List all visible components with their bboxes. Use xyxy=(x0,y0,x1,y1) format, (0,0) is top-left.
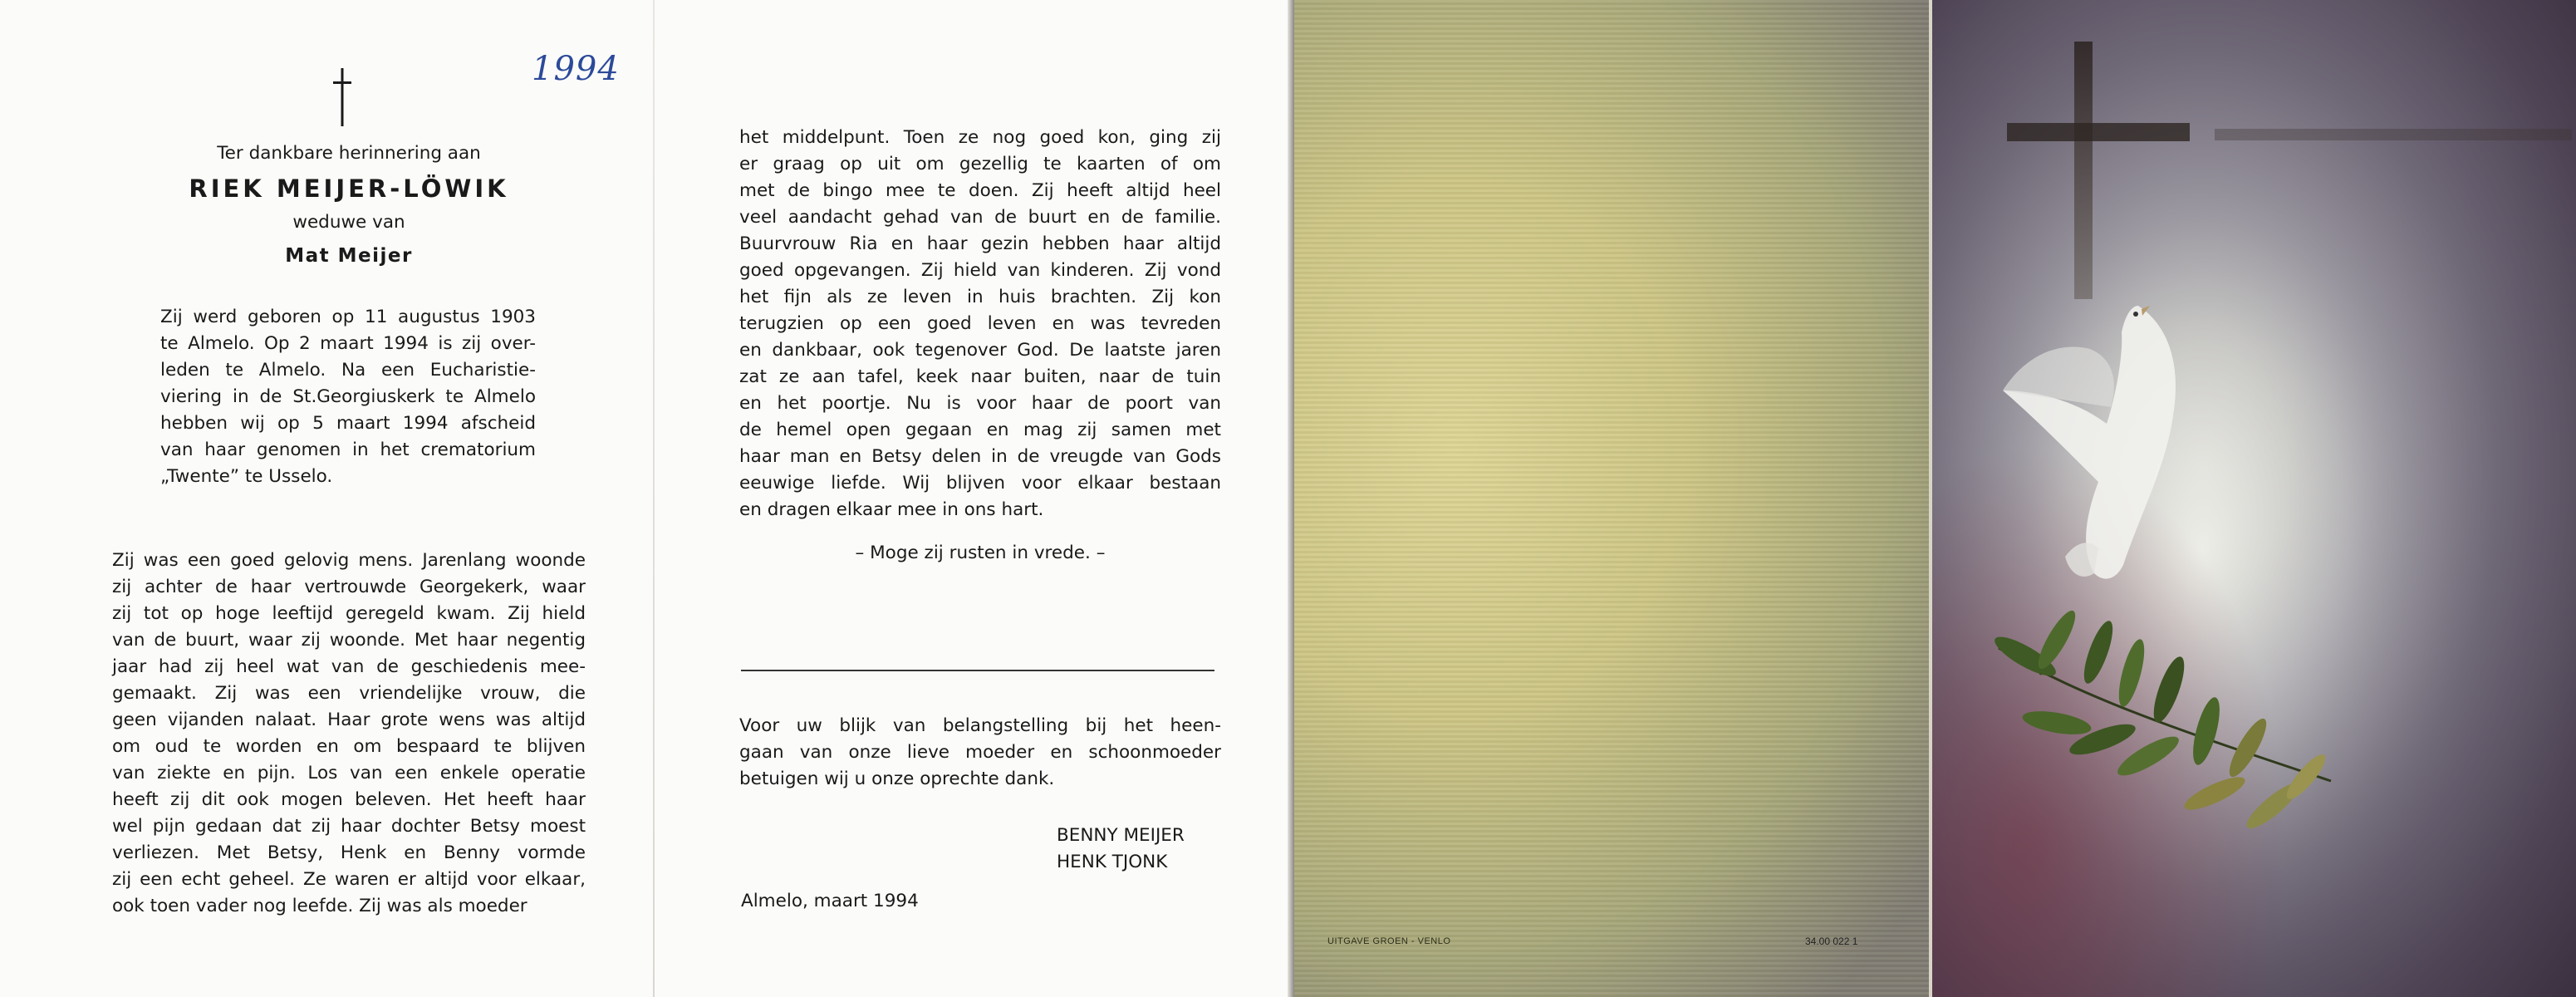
text-line: te Almelo. Op 2 maart 1994 is zij over- xyxy=(160,333,536,354)
widow-of-text: weduwe van xyxy=(292,212,405,233)
text-line: en het poortje. Nu is voor haar de poort van xyxy=(739,393,1221,414)
text-line: geen vijanden nalaat. Haar grote wens was altijd xyxy=(112,710,586,730)
item-code: 34.00 022 1 xyxy=(1805,936,1858,947)
cross-icon xyxy=(331,68,354,126)
card-outside-spread xyxy=(1294,0,2576,997)
text-line: gaan van onze lieve moeder en schoonmoeder xyxy=(739,742,1221,763)
handwritten-year: 1994 xyxy=(532,50,620,88)
text-line: zij achter de haar vertrouwde Georgekerk, waar xyxy=(112,577,586,597)
divider-rule xyxy=(741,670,1214,671)
text-line: viering in de St.Georgiuskerk te Almelo xyxy=(160,386,536,407)
signatory-name: HENK TJONK xyxy=(1057,852,1168,872)
text-line: het middelpunt. Toen ze nog goed kon, ging zij xyxy=(739,127,1221,148)
text-line: om oud te worden en om bespaard te blijven xyxy=(112,736,586,757)
text-line: Zij werd geboren op 11 augustus 1903 xyxy=(160,307,536,327)
story-paragraph-left xyxy=(112,548,586,920)
inside-edge-shadow xyxy=(1288,0,1294,997)
text-line: hebben wij op 5 maart 1994 afscheid xyxy=(160,413,536,434)
text-line: zij tot op hoge leeftijd geregeld kwam. Zij hield xyxy=(112,603,586,624)
front-panel-illustration xyxy=(1932,0,2576,997)
text-line: ook toen vader nog leefde. Zij was als moeder xyxy=(112,896,527,916)
text-line: terugzien op een goed leven en was tevreden xyxy=(739,313,1221,334)
text-line: zij een echt geheel. Ze waren er altijd voor elkaar, xyxy=(112,869,586,890)
text-line: Voor uw blijk van belangstelling bij het heen- xyxy=(739,715,1221,736)
thanks-paragraph xyxy=(739,713,1221,793)
signatories xyxy=(1057,823,1223,876)
text-line: het fijn als ze leven in huis brachten. Zij kon xyxy=(739,287,1221,307)
front-illustration-svg xyxy=(1932,0,2576,997)
text-line: van haar genomen in het crematorium xyxy=(160,440,536,460)
husband-name: Mat Meijer xyxy=(285,245,413,267)
text-line: jaar had zij heel wat van de geschiedenis mee- xyxy=(112,656,586,677)
text-line: „Twente” te Usselo. xyxy=(160,466,333,487)
text-line: zat ze aan tafel, keek naar buiten, naar de tuin xyxy=(739,366,1221,387)
text-line: goed opgevangen. Zij hield van kinderen. Zij vond xyxy=(739,260,1221,281)
text-line: en dankbaar, ook tegenover God. De laatste jaren xyxy=(739,340,1221,361)
publisher-imprint: UITGAVE GROEN - VENLO xyxy=(1327,936,1451,946)
text-line: gemaakt. Zij was een vriendelijke vrouw, die xyxy=(112,683,586,704)
place-date: Almelo, maart 1994 xyxy=(741,891,919,911)
signatory-name: BENNY MEIJER xyxy=(1057,825,1185,846)
text-line: heeft zij dit ook mogen beleven. Het heeft haar xyxy=(112,789,586,810)
bio-paragraph xyxy=(160,304,536,490)
text-line: met de bingo mee te doen. Zij heeft altijd heel xyxy=(739,180,1221,201)
text-line: Zij was een goed gelovig mens. Jarenlang woonde xyxy=(112,550,586,571)
prayer-line: – Moge zij rusten in vrede. – xyxy=(855,543,1106,563)
text-line: en dragen elkaar mee in ons hart. xyxy=(739,499,1044,520)
text-line: eeuwige liefde. Wij blijven voor elkaar bestaan xyxy=(739,473,1221,494)
deceased-name: RIEK MEIJER-LÖWIK xyxy=(189,174,509,203)
text-line: de hemel open gegaan en mag zij samen met xyxy=(739,420,1221,440)
left-panel-header xyxy=(112,136,586,273)
text-line: er graag op uit om gezellig te kaarten of om xyxy=(739,154,1221,174)
card-crease xyxy=(653,0,655,997)
intro-text: Ter dankbare herinnering aan xyxy=(217,143,481,164)
text-line: van de buurt, waar zij woonde. Met haar negentig xyxy=(112,630,586,651)
text-line: wel pijn gedaan dat zij haar dochter Betsy moest xyxy=(112,816,586,837)
text-line: van ziekte en pijn. Los van een enkele operatie xyxy=(112,763,586,783)
text-line: betuigen wij u onze oprechte dank. xyxy=(739,769,1055,789)
story-paragraph-right xyxy=(739,125,1221,523)
text-line: leden te Almelo. Na een Eucharistie- xyxy=(160,360,536,381)
text-line: Buurvrouw Ria en haar gezin hebben haar altijd xyxy=(739,233,1221,254)
text-line: verliezen. Met Betsy, Henk en Benny vormde xyxy=(112,842,586,863)
text-line: haar man en Betsy delen in de vreugde van Gods xyxy=(739,446,1221,467)
text-line: veel aandacht gehad van de buurt en de familie. xyxy=(739,207,1221,228)
back-panel xyxy=(1294,0,1929,997)
